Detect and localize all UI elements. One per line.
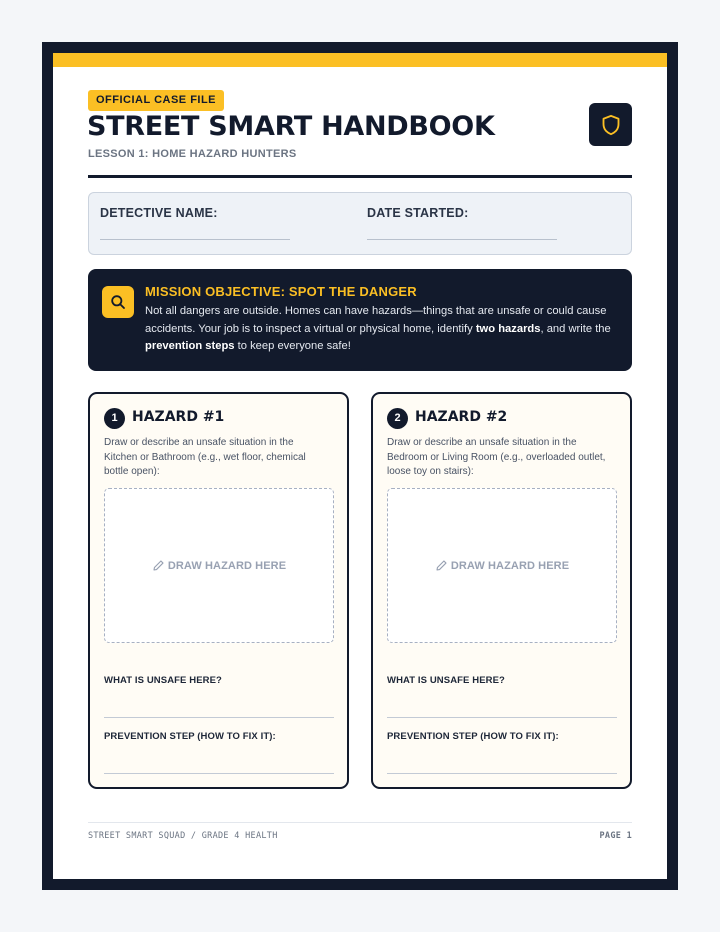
mission-description: Not all dangers are outside. Homes can have hazards—things that are unsafe or could cause accidents. Your job is to inspect a virtual or physical home, identify two hazards, and write the prevention steps to keep everyone safe! [145, 305, 611, 352]
unsafe-question-label: WHAT IS UNSAFE HERE? [104, 675, 222, 686]
search-icon [110, 294, 126, 310]
draw-hazard-label: DRAW HAZARD HERE [167, 559, 287, 572]
worksheet-page [53, 53, 667, 879]
top-accent-bar [53, 53, 667, 67]
mission-icon-box [102, 286, 134, 318]
date-started-field[interactable] [367, 239, 557, 240]
student-info-box [88, 192, 632, 255]
hazard-description: Draw or describe an unsafe situation in the Kitchen or Bathroom (e.g., wet floor, chemical bottle open): [104, 437, 306, 477]
hazard-title: HAZARD #1 [132, 409, 225, 425]
footer-divider [88, 822, 632, 823]
pencil-icon [435, 559, 448, 572]
prevention-answer-line[interactable] [387, 773, 617, 774]
unsafe-answer-line[interactable] [104, 717, 334, 718]
date-started-label: DATE STARTED: [367, 206, 469, 220]
hazard-number-badge: 1 [104, 408, 125, 429]
hazard-drawing-area[interactable] [104, 488, 334, 643]
hazard-card-2 [371, 392, 632, 789]
draw-hazard-label: DRAW HAZARD HERE [450, 559, 570, 572]
hazard-number-badge: 2 [387, 408, 408, 429]
page-number: PAGE 1 [599, 831, 632, 841]
prevention-question-label: PREVENTION STEP (HOW TO FIX IT): [387, 731, 559, 742]
lesson-subtitle: LESSON 1: HOME HAZARD HUNTERS [88, 148, 297, 160]
prevention-question-label: PREVENTION STEP (HOW TO FIX IT): [104, 731, 276, 742]
shield-icon [601, 114, 621, 136]
hazard-description: Draw or describe an unsafe situation in the Bedroom or Living Room (e.g., overloaded outlet, loose toy on stairs): [387, 437, 606, 477]
hazard-card-1 [88, 392, 349, 789]
header-divider [88, 175, 632, 178]
footer-course-label: STREET SMART SQUAD / GRADE 4 HEALTH [88, 831, 278, 841]
mission-title: MISSION OBJECTIVE: SPOT THE DANGER [145, 284, 417, 299]
hazard-title: HAZARD #2 [415, 409, 508, 425]
page-frame [42, 42, 678, 890]
detective-name-field[interactable] [100, 239, 290, 240]
unsafe-answer-line[interactable] [387, 717, 617, 718]
prevention-answer-line[interactable] [104, 773, 334, 774]
mission-objective-panel [88, 269, 632, 371]
unsafe-question-label: WHAT IS UNSAFE HERE? [387, 675, 505, 686]
case-file-badge: OFFICIAL CASE FILE [88, 90, 224, 111]
hazard-drawing-area[interactable] [387, 488, 617, 643]
pencil-icon [152, 559, 165, 572]
shield-badge [589, 103, 632, 146]
page-title: STREET SMART HANDBOOK [87, 111, 495, 142]
detective-name-label: DETECTIVE NAME: [100, 206, 218, 220]
